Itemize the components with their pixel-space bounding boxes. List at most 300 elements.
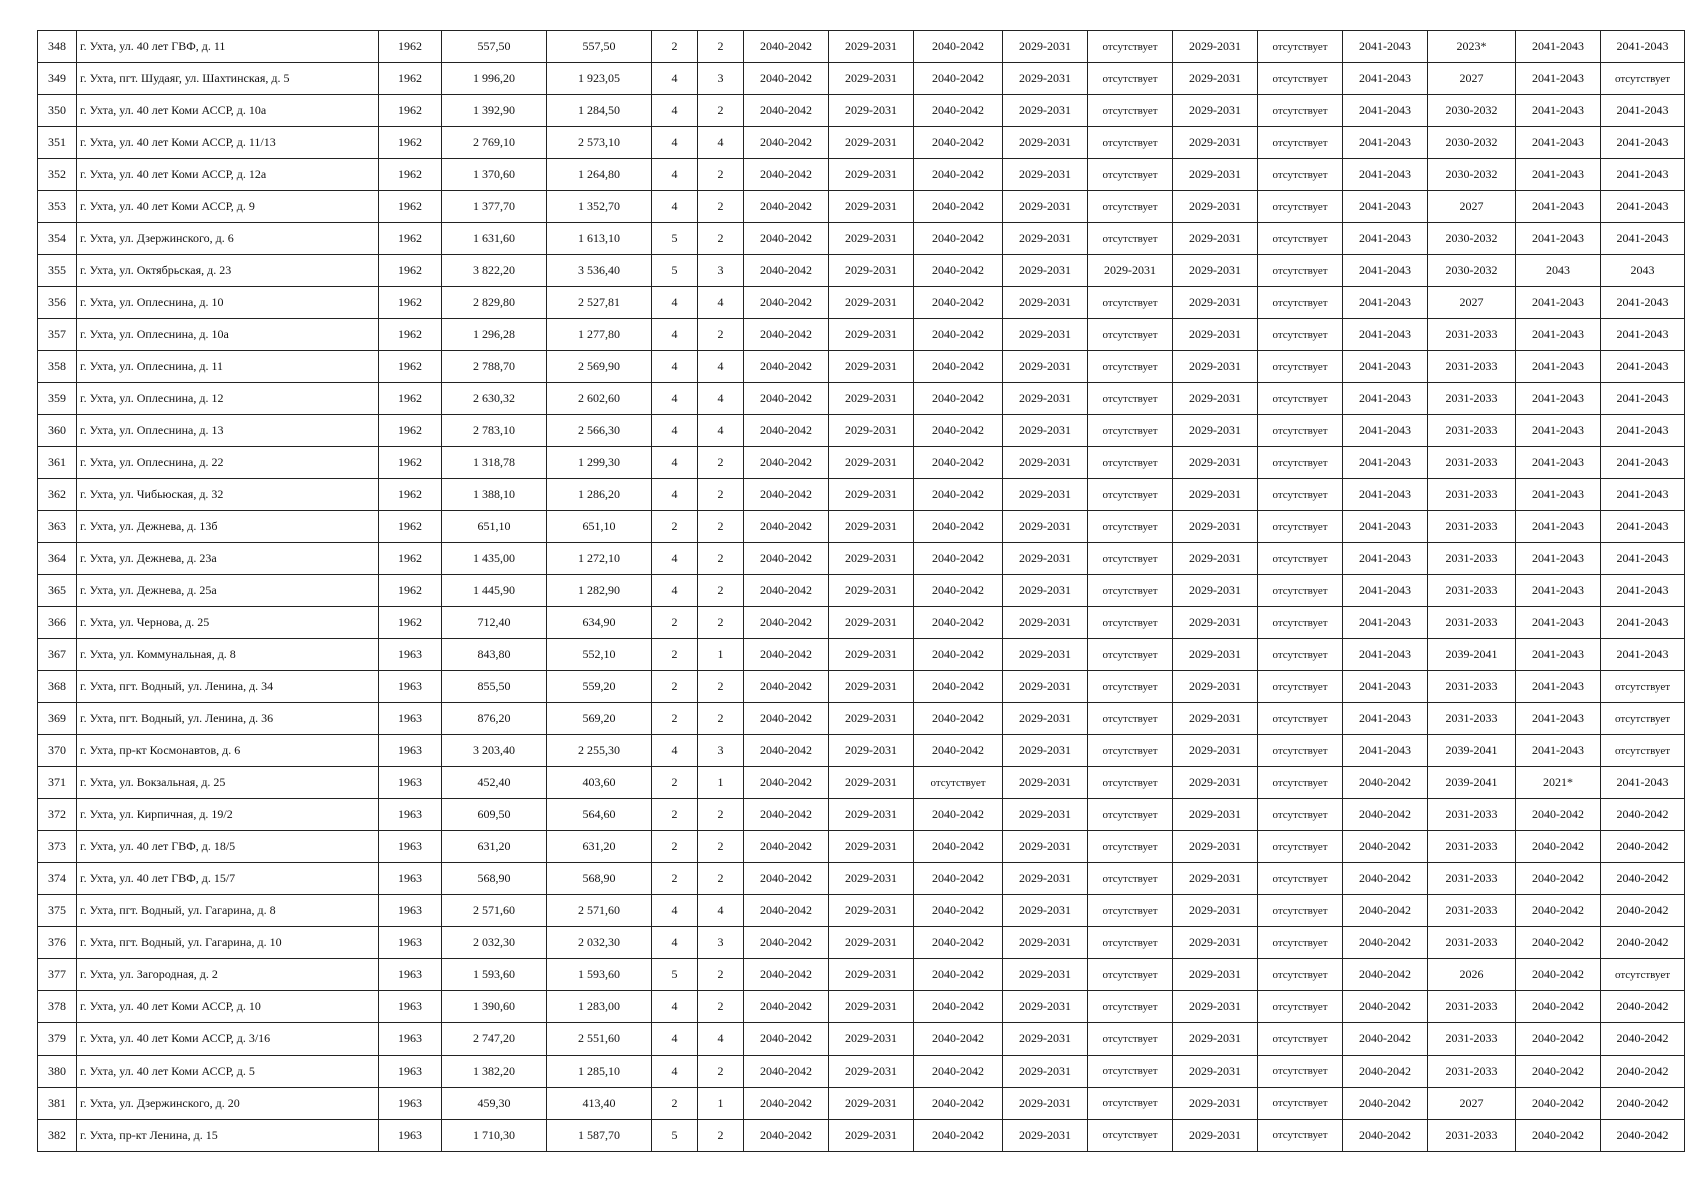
table-row (38, 159, 1685, 191)
table-row (38, 1119, 1685, 1151)
year-cell: 1963 (379, 895, 442, 927)
year-cell: 1963 (379, 863, 442, 895)
table-cell: 2041-2043 (1343, 127, 1428, 159)
table-cell: 2041-2043 (1343, 95, 1428, 127)
table-cell: отсутствует (1088, 351, 1173, 383)
year-cell: 1962 (379, 255, 442, 287)
table-cell: 2 (652, 831, 698, 863)
address-cell: г. Ухта, пр-кт Ленина, д. 15 (77, 1119, 379, 1151)
table-cell: 2040-2042 (914, 287, 1003, 319)
table-cell: 2 769,10 (442, 127, 547, 159)
table-cell: 4 (698, 351, 744, 383)
table-cell: 2029-2031 (1173, 255, 1258, 287)
table-cell: 2029-2031 (829, 255, 914, 287)
table-cell: 2029-2031 (1173, 959, 1258, 991)
table-cell: 2041-2043 (1601, 159, 1685, 191)
table-cell: 1 370,60 (442, 159, 547, 191)
table-cell: 2041-2043 (1516, 735, 1601, 767)
table-cell: 2029-2031 (1173, 1023, 1258, 1055)
row-number-cell: 371 (38, 767, 77, 799)
table-cell: отсутствует (1088, 735, 1173, 767)
table-cell: 2029-2031 (829, 63, 914, 95)
table-cell: 2 (698, 607, 744, 639)
row-number-cell: 363 (38, 511, 77, 543)
table-cell: 2 (698, 95, 744, 127)
table-cell: 2029-2031 (1003, 991, 1088, 1023)
table-cell: 2029-2031 (1003, 703, 1088, 735)
table-cell: 2 571,60 (442, 895, 547, 927)
table-cell: 2 (698, 447, 744, 479)
table-row (38, 479, 1685, 511)
table-cell: 2 (652, 511, 698, 543)
table-cell: 2029-2031 (1173, 863, 1258, 895)
table-cell: 2040-2042 (744, 1119, 829, 1151)
year-cell: 1963 (379, 1119, 442, 1151)
table-cell: 2040-2042 (744, 1023, 829, 1055)
table-cell: 2041-2043 (1516, 671, 1601, 703)
table-cell: 2040-2042 (914, 159, 1003, 191)
table-cell: 2 569,90 (547, 351, 652, 383)
year-cell: 1963 (379, 959, 442, 991)
year-cell: 1962 (379, 319, 442, 351)
table-cell: отсутствует (1088, 575, 1173, 607)
table-cell: 2040-2042 (914, 447, 1003, 479)
table-cell: 2041-2043 (1516, 287, 1601, 319)
table-cell: отсутствует (1088, 287, 1173, 319)
table-cell: 2030-2032 (1428, 127, 1516, 159)
table-cell: 1 (698, 1087, 744, 1119)
address-cell: г. Ухта, ул. 40 лет ГВФ, д. 11 (77, 31, 379, 63)
table-cell: 2040-2042 (914, 191, 1003, 223)
table-cell: 1 277,80 (547, 319, 652, 351)
table-cell: 2029-2031 (1173, 383, 1258, 415)
table-cell: 2041-2043 (1343, 159, 1428, 191)
table-cell: 2 (698, 671, 744, 703)
table-cell: 2029-2031 (829, 543, 914, 575)
table-cell: 2040-2042 (1516, 1119, 1601, 1151)
table-cell: 2040-2042 (1601, 1087, 1685, 1119)
table-cell: 4 (698, 383, 744, 415)
table-cell: 4 (652, 895, 698, 927)
year-cell: 1962 (379, 223, 442, 255)
table-cell: 2029-2031 (829, 1087, 914, 1119)
table-cell: 2040-2042 (744, 927, 829, 959)
address-cell: г. Ухта, ул. Оплеснина, д. 12 (77, 383, 379, 415)
table-cell: 2040-2042 (1516, 1023, 1601, 1055)
table-cell: 2031-2033 (1428, 1055, 1516, 1087)
table-cell: 2029-2031 (1173, 703, 1258, 735)
table-cell: 651,10 (547, 511, 652, 543)
table-cell: 2040-2042 (914, 223, 1003, 255)
table-cell: 2 (698, 223, 744, 255)
year-cell: 1962 (379, 95, 442, 127)
table-cell: 569,20 (547, 703, 652, 735)
row-number-cell: 380 (38, 1055, 77, 1087)
table-cell: 2029-2031 (1003, 607, 1088, 639)
table-cell: 2029-2031 (1173, 191, 1258, 223)
row-number-cell: 359 (38, 383, 77, 415)
table-cell: 2040-2042 (744, 319, 829, 351)
table-cell: отсутствует (1258, 223, 1343, 255)
address-cell: г. Ухта, ул. Оплеснина, д. 22 (77, 447, 379, 479)
table-cell: 2 (698, 703, 744, 735)
table-cell: 1 435,00 (442, 543, 547, 575)
table-cell: 2041-2043 (1343, 671, 1428, 703)
table-cell: 1 445,90 (442, 575, 547, 607)
table-cell: отсутствует (1258, 575, 1343, 607)
table-cell: 2029-2031 (1173, 1055, 1258, 1087)
table-cell: 2040-2042 (744, 1055, 829, 1087)
table-cell: 2041-2043 (1601, 447, 1685, 479)
year-cell: 1963 (379, 831, 442, 863)
table-cell: 2041-2043 (1601, 31, 1685, 63)
table-cell: 2029-2031 (829, 191, 914, 223)
year-cell: 1962 (379, 415, 442, 447)
table-cell: 2029-2031 (829, 895, 914, 927)
table-cell: 2041-2043 (1343, 735, 1428, 767)
table-cell: 2041-2043 (1516, 319, 1601, 351)
table-cell: 4 (698, 287, 744, 319)
table-cell: 2029-2031 (829, 319, 914, 351)
table-cell: 2031-2033 (1428, 927, 1516, 959)
row-number-cell: 375 (38, 895, 77, 927)
table-cell: 2041-2043 (1516, 607, 1601, 639)
table-cell: 2029-2031 (1003, 799, 1088, 831)
table-cell: 2029-2031 (1003, 1055, 1088, 1087)
table-cell: 557,50 (547, 31, 652, 63)
table-row (38, 255, 1685, 287)
table-cell: 2031-2033 (1428, 543, 1516, 575)
table-cell: 2039-2041 (1428, 639, 1516, 671)
table-cell: 2029-2031 (1003, 735, 1088, 767)
table-cell: 2029-2031 (1003, 1119, 1088, 1151)
table-cell: 2041-2043 (1516, 543, 1601, 575)
table-cell: 2029-2031 (1173, 159, 1258, 191)
table-cell: отсутствует (1088, 607, 1173, 639)
table-cell: 2029-2031 (829, 447, 914, 479)
table-cell: 2040-2042 (744, 479, 829, 511)
table-cell: 2040-2042 (744, 991, 829, 1023)
table-cell: 855,50 (442, 671, 547, 703)
row-number-cell: 348 (38, 31, 77, 63)
table-cell: 2021* (1516, 767, 1601, 799)
table-cell: 2029-2031 (829, 927, 914, 959)
table-cell: 2040-2042 (744, 607, 829, 639)
row-number-cell: 367 (38, 639, 77, 671)
table-cell: 2029-2031 (829, 415, 914, 447)
table-cell: отсутствует (1088, 959, 1173, 991)
table-cell: 2041-2043 (1343, 415, 1428, 447)
table-cell: 2 (652, 799, 698, 831)
table-cell: 2040-2042 (744, 447, 829, 479)
table-cell: 4 (698, 127, 744, 159)
table-cell: 1 272,10 (547, 543, 652, 575)
address-cell: г. Ухта, пр-кт Космонавтов, д. 6 (77, 735, 379, 767)
table-cell: 2041-2043 (1516, 479, 1601, 511)
table-cell: 2040-2042 (744, 575, 829, 607)
row-number-cell: 377 (38, 959, 77, 991)
table-cell: 1 390,60 (442, 991, 547, 1023)
address-cell: г. Ухта, ул. 40 лет Коми АССР, д. 10а (77, 95, 379, 127)
table-cell: 2029-2031 (1173, 127, 1258, 159)
table-cell: отсутствует (1088, 223, 1173, 255)
table-cell: 2 (698, 191, 744, 223)
row-number-cell: 362 (38, 479, 77, 511)
table-cell: 2040-2042 (1516, 895, 1601, 927)
table-cell: 2040-2042 (914, 415, 1003, 447)
table-cell: 2029-2031 (829, 1119, 914, 1151)
table-cell: 2039-2041 (1428, 767, 1516, 799)
table-cell: 2040-2042 (914, 575, 1003, 607)
year-cell: 1962 (379, 31, 442, 63)
table-cell: 609,50 (442, 799, 547, 831)
table-cell: отсутствует (914, 767, 1003, 799)
table-cell: 2029-2031 (1173, 543, 1258, 575)
table-cell: 2029-2031 (1003, 959, 1088, 991)
table-row (38, 1023, 1685, 1055)
table-cell: отсутствует (1258, 927, 1343, 959)
table-cell: отсутствует (1601, 959, 1685, 991)
table-row (38, 927, 1685, 959)
table-cell: 2040-2042 (1601, 799, 1685, 831)
table-cell: 2 (698, 575, 744, 607)
table-cell: 2 (698, 159, 744, 191)
table-cell: отсутствует (1258, 831, 1343, 863)
address-cell: г. Ухта, ул. 40 лет ГВФ, д. 15/7 (77, 863, 379, 895)
table-cell: 2 (698, 799, 744, 831)
table-cell: 4 (652, 191, 698, 223)
table-cell: 2031-2033 (1428, 575, 1516, 607)
address-cell: г. Ухта, ул. Дзержинского, д. 20 (77, 1087, 379, 1119)
table-cell: 3 203,40 (442, 735, 547, 767)
table-cell: отсутствует (1601, 63, 1685, 95)
table-cell: 1 (698, 639, 744, 671)
table-cell: 3 (698, 63, 744, 95)
table-cell: 2041-2043 (1601, 383, 1685, 415)
table-cell: 2043 (1516, 255, 1601, 287)
table-cell: отсутствует (1088, 671, 1173, 703)
table-cell: 2040-2042 (914, 383, 1003, 415)
table-cell: 2040-2042 (914, 1119, 1003, 1151)
table-cell: 2041-2043 (1601, 767, 1685, 799)
year-cell: 1963 (379, 671, 442, 703)
table-cell: 2031-2033 (1428, 479, 1516, 511)
table-cell: 2 527,81 (547, 287, 652, 319)
table-cell: 2040-2042 (914, 1087, 1003, 1119)
table-cell: 2040-2042 (914, 703, 1003, 735)
table-cell: 2 566,30 (547, 415, 652, 447)
table-cell: отсутствует (1258, 1055, 1343, 1087)
table-cell: 2029-2031 (1173, 607, 1258, 639)
table-cell: 557,50 (442, 31, 547, 63)
table-cell: 2043 (1601, 255, 1685, 287)
table-cell: 2 602,60 (547, 383, 652, 415)
table-cell: 2041-2043 (1343, 575, 1428, 607)
address-cell: г. Ухта, ул. 40 лет Коми АССР, д. 9 (77, 191, 379, 223)
table-cell: 2031-2033 (1428, 607, 1516, 639)
table-cell: 1 377,70 (442, 191, 547, 223)
table-cell: 5 (652, 959, 698, 991)
table-cell: 1 382,20 (442, 1055, 547, 1087)
table-cell: 2041-2043 (1343, 447, 1428, 479)
table-cell: 2029-2031 (1003, 159, 1088, 191)
table-cell: 2029-2031 (1173, 95, 1258, 127)
table-cell: отсутствует (1088, 831, 1173, 863)
table-cell: 2 255,30 (547, 735, 652, 767)
table-cell: отсутствует (1601, 735, 1685, 767)
row-number-cell: 364 (38, 543, 77, 575)
table-cell: отсутствует (1088, 191, 1173, 223)
table-cell: 2029-2031 (1173, 895, 1258, 927)
table-cell: отсутствует (1088, 479, 1173, 511)
table-cell: 2041-2043 (1516, 383, 1601, 415)
table-cell: 2029-2031 (1173, 735, 1258, 767)
table-cell: 2040-2042 (744, 415, 829, 447)
table-cell: 2 (652, 639, 698, 671)
table-cell: 2029-2031 (1003, 767, 1088, 799)
table-cell: 2029-2031 (1003, 479, 1088, 511)
table-cell: 3 (698, 735, 744, 767)
year-cell: 1963 (379, 703, 442, 735)
table-cell: 2041-2043 (1601, 607, 1685, 639)
table-cell: 2029-2031 (1173, 447, 1258, 479)
table-cell: отсутствует (1258, 799, 1343, 831)
table-cell: 2031-2033 (1428, 671, 1516, 703)
table-row (38, 31, 1685, 63)
table-cell: 2041-2043 (1601, 575, 1685, 607)
table-row (38, 895, 1685, 927)
table-cell: отсутствует (1258, 1119, 1343, 1151)
row-number-cell: 360 (38, 415, 77, 447)
table-cell: 2029-2031 (1003, 127, 1088, 159)
table-cell: 2040-2042 (744, 799, 829, 831)
table-cell: 2040-2042 (1343, 799, 1428, 831)
address-cell: г. Ухта, ул. Дзержинского, д. 6 (77, 223, 379, 255)
table-cell: 2029-2031 (829, 767, 914, 799)
table-cell: 2040-2042 (1601, 895, 1685, 927)
table-cell: 2029-2031 (1003, 639, 1088, 671)
address-cell: г. Ухта, ул. Дежнева, д. 13б (77, 511, 379, 543)
table-cell: 2040-2042 (744, 735, 829, 767)
table-cell: 2041-2043 (1516, 447, 1601, 479)
table-cell: 2041-2043 (1516, 95, 1601, 127)
table-cell: 2029-2031 (1173, 639, 1258, 671)
table-cell: 2026 (1428, 959, 1516, 991)
table-cell: 2040-2042 (744, 383, 829, 415)
table-cell: отсутствует (1258, 31, 1343, 63)
table-cell: 4 (652, 287, 698, 319)
address-cell: г. Ухта, ул. 40 лет ГВФ, д. 18/5 (77, 831, 379, 863)
table-cell: 2029-2031 (829, 479, 914, 511)
table-cell: 2 571,60 (547, 895, 652, 927)
address-cell: г. Ухта, пгт. Водный, ул. Ленина, д. 36 (77, 703, 379, 735)
table-cell: отсутствует (1258, 127, 1343, 159)
table-cell: отсутствует (1258, 543, 1343, 575)
table-cell: отсутствует (1088, 1087, 1173, 1119)
row-number-cell: 381 (38, 1087, 77, 1119)
table-cell: 2 (698, 831, 744, 863)
table-cell: 2 (652, 1087, 698, 1119)
table-cell: 1 299,30 (547, 447, 652, 479)
table-cell: 2040-2042 (1343, 1087, 1428, 1119)
table-cell: 2041-2043 (1516, 63, 1601, 95)
table-cell: 2040-2042 (914, 639, 1003, 671)
table-cell: 2040-2042 (744, 831, 829, 863)
table-cell: 2041-2043 (1516, 127, 1601, 159)
table-cell: 2029-2031 (829, 159, 914, 191)
table-cell: 2 (652, 703, 698, 735)
year-cell: 1963 (379, 1055, 442, 1087)
table-cell: отсутствует (1258, 703, 1343, 735)
table-cell: отсутствует (1088, 1023, 1173, 1055)
row-number-cell: 368 (38, 671, 77, 703)
table-cell: 2040-2042 (1601, 927, 1685, 959)
table-cell: 631,20 (547, 831, 652, 863)
table-cell: 2029-2031 (1003, 191, 1088, 223)
table-cell: отсутствует (1601, 703, 1685, 735)
table-cell: 568,90 (442, 863, 547, 895)
address-cell: г. Ухта, ул. Чибьюская, д. 32 (77, 479, 379, 511)
table-cell: 2 788,70 (442, 351, 547, 383)
table-cell: отсутствует (1258, 351, 1343, 383)
address-cell: г. Ухта, ул. Кирпичная, д. 19/2 (77, 799, 379, 831)
table-cell: 2029-2031 (1173, 511, 1258, 543)
address-cell: г. Ухта, ул. Оплеснина, д. 10а (77, 319, 379, 351)
table-cell: 2041-2043 (1601, 639, 1685, 671)
table-cell: 4 (698, 1023, 744, 1055)
table-cell: 2 (698, 479, 744, 511)
table-cell: 4 (698, 415, 744, 447)
table-cell: 2029-2031 (1003, 575, 1088, 607)
table-cell: 712,40 (442, 607, 547, 639)
table-row (38, 863, 1685, 895)
table-row (38, 127, 1685, 159)
address-cell: г. Ухта, ул. 40 лет Коми АССР, д. 12а (77, 159, 379, 191)
table-cell: отсутствует (1088, 767, 1173, 799)
table-cell: 568,90 (547, 863, 652, 895)
table-cell: 2040-2042 (744, 351, 829, 383)
year-cell: 1962 (379, 479, 442, 511)
table-cell: отсутствует (1258, 415, 1343, 447)
table-cell: 2029-2031 (1003, 863, 1088, 895)
table-cell: 2027 (1428, 287, 1516, 319)
table-cell: отсутствует (1088, 31, 1173, 63)
row-number-cell: 349 (38, 63, 77, 95)
table-row (38, 95, 1685, 127)
table-cell: 2040-2042 (1516, 1055, 1601, 1087)
table-cell: 2029-2031 (1173, 479, 1258, 511)
table-cell: отсутствует (1088, 63, 1173, 95)
table-cell: 2029-2031 (1003, 831, 1088, 863)
table-cell: 2040-2042 (1343, 1119, 1428, 1151)
table-cell: 2040-2042 (744, 223, 829, 255)
table-row (38, 799, 1685, 831)
table-cell: 2041-2043 (1516, 31, 1601, 63)
table-cell: 2040-2042 (914, 607, 1003, 639)
table-cell: 2029-2031 (1173, 767, 1258, 799)
year-cell: 1962 (379, 543, 442, 575)
table-cell: 2029-2031 (829, 31, 914, 63)
table-cell: 2041-2043 (1343, 287, 1428, 319)
address-cell: г. Ухта, ул. 40 лет Коми АССР, д. 10 (77, 991, 379, 1023)
table-cell: отсутствует (1258, 895, 1343, 927)
table-cell: 2029-2031 (1173, 1087, 1258, 1119)
table-cell: 2040-2042 (1516, 831, 1601, 863)
table-cell: 2040-2042 (914, 1023, 1003, 1055)
table-cell: отсутствует (1258, 447, 1343, 479)
year-cell: 1963 (379, 991, 442, 1023)
table-cell: 2029-2031 (1173, 319, 1258, 351)
